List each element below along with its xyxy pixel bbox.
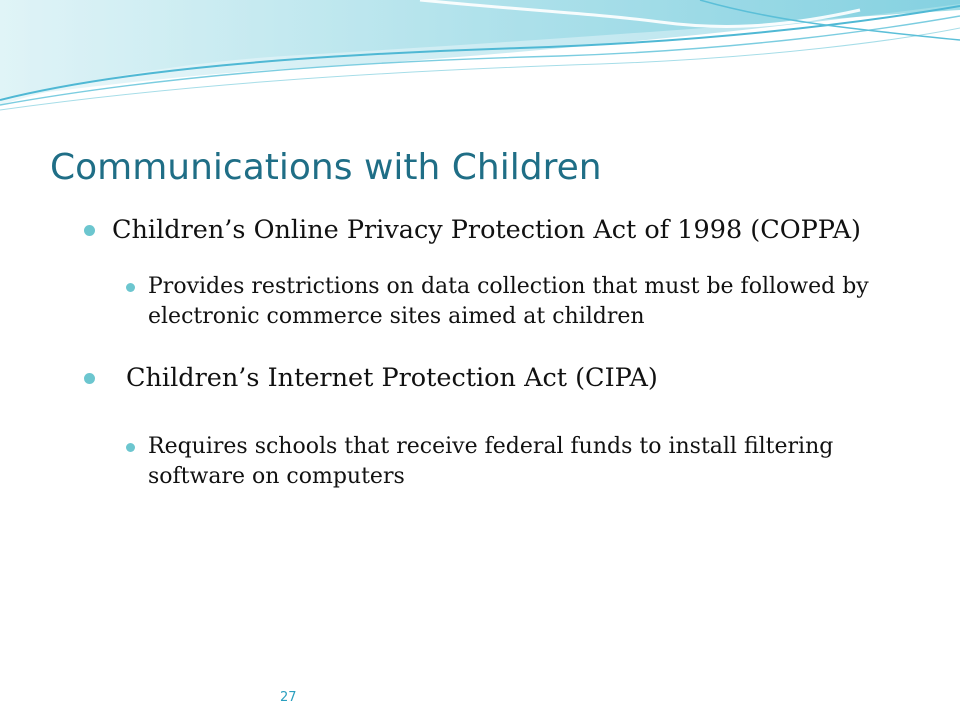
bullet-text: Children’s Online Privacy Protection Act of 1998 (COPPA) xyxy=(112,215,861,245)
header-wave-decoration xyxy=(0,0,960,160)
bullet-coppa xyxy=(80,214,900,246)
bullet-cipa xyxy=(80,362,900,394)
sub-bullet-coppa xyxy=(80,272,900,332)
bullet-dot-icon xyxy=(84,225,95,236)
sub-bullet-dot-icon xyxy=(126,283,135,292)
sub-bullet-text: Requires schools that receive federal funds to install filtering software on computers xyxy=(148,434,834,489)
page-number: 27 xyxy=(280,690,297,705)
sub-bullet-text: Provides restrictions on data collection that must be followed by electronic commerce sites aimed at children xyxy=(148,274,869,329)
slide-title: Communications with Children xyxy=(50,147,602,188)
slide-content xyxy=(80,206,900,492)
bullet-text: Children’s Internet Protection Act (CIPA) xyxy=(126,363,658,393)
sub-bullet-dot-icon xyxy=(126,443,135,452)
bullet-dot-icon xyxy=(84,373,95,384)
sub-bullet-cipa xyxy=(80,432,900,492)
